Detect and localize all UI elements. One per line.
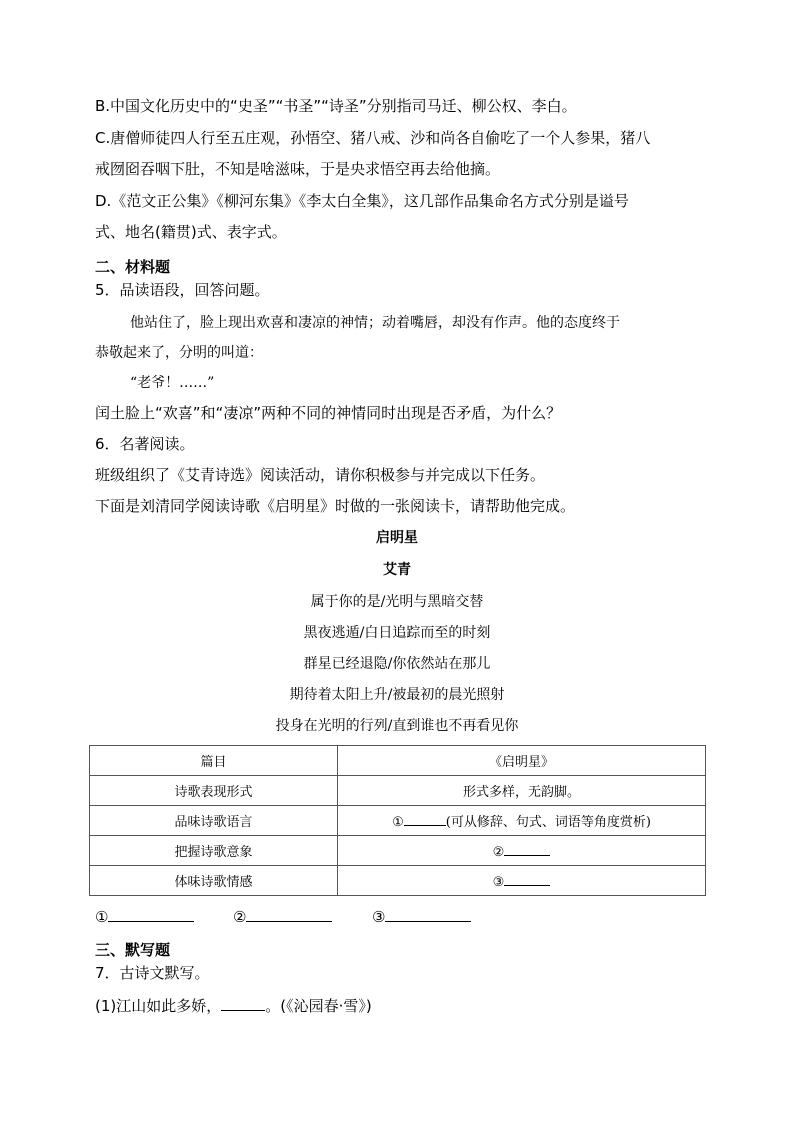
q7-item1-after: 。(《沁园春·雪》): [265, 997, 372, 1015]
poem-line: 黑夜逃遁/白日追踪而至的时刻: [303, 625, 491, 641]
table-row: [90, 866, 706, 896]
section-heading-material: 二、材料题: [95, 258, 171, 276]
blank-hint: (可从修辞、句式、词语等角度赏析): [445, 815, 651, 830]
poem-line: 投身在光明的行列/直到谁也不再看见你: [275, 718, 519, 734]
reading-card-table: [89, 745, 706, 896]
table-cell-value: [338, 806, 706, 836]
answer-blank-1[interactable]: ①: [95, 907, 194, 927]
table-cell-label: 篇目: [90, 746, 338, 776]
poem-line: 群星已经退隐/你依然站在那儿: [303, 656, 491, 672]
option-d-line1: D.《范文正公集》《柳河东集》《李太白全集》，这几部作品集命名方式分别是谥号: [95, 192, 629, 210]
option-c-line2: 戒囫囵吞咽下肚，不知是啥滋味，于是央求悟空再去给他摘。: [95, 160, 501, 178]
table-cell-value: [338, 866, 706, 896]
imagery-answer-blank[interactable]: [504, 841, 550, 856]
q5-passage-line1: 他站住了，脸上现出欢喜和凄凉的神情；动着嘴唇，却没有作声。他的态度终于: [130, 315, 620, 331]
table-cell-label: 诗歌表现形式: [90, 776, 338, 806]
table-row: [90, 806, 706, 836]
option-d-line2: 式、地名(籍贯)式、表字式。: [95, 223, 287, 241]
table-row: [90, 776, 706, 806]
table-row: [90, 746, 706, 776]
q5-question: 闰土脸上“欢喜”和“凄凉”两种不同的神情同时出现是否矛盾，为什么？: [95, 404, 562, 422]
table-row: [90, 836, 706, 866]
answer-blank-3[interactable]: ③: [372, 907, 471, 927]
blank-marker: ①: [392, 815, 404, 830]
q7-item1: [95, 996, 372, 1016]
table-cell-label: 把握诗歌意象: [90, 836, 338, 866]
q6-prompt: 6．名著阅读。: [95, 435, 195, 453]
blank-marker: ③: [492, 875, 505, 890]
answer-blank-2[interactable]: ②: [233, 907, 332, 927]
q6-line1: 班级组织了《艾青诗选》阅读活动，请你积极参与并完成以下任务。: [95, 466, 546, 484]
table-cell-label: 体味诗歌情感: [90, 866, 338, 896]
q5-prompt: 5．品读语段，回答问题。: [95, 281, 270, 299]
blank-marker: ②: [492, 845, 505, 860]
q5-passage-line2: 恭敬起来了，分明的叫道：: [95, 345, 263, 361]
q7-item1-before: (1)江山如此多娇，: [95, 997, 222, 1015]
q7-prompt: 7．古诗文默写。: [95, 964, 210, 982]
section-heading-dictation: 三、默写题: [95, 941, 171, 959]
poem-author: 艾青: [383, 562, 411, 578]
poem-line: 期待着太阳上升/被最初的晨光照射: [289, 687, 505, 703]
emotion-answer-blank[interactable]: [504, 871, 550, 886]
option-b: B.中国文化历史中的“史圣”“书圣”“诗圣”分别指司马迁、柳公权、李白。: [95, 97, 577, 115]
q7-item1-blank[interactable]: [221, 996, 265, 1011]
table-cell-value: [338, 836, 706, 866]
poem-line: 属于你的是/光明与黑暗交替: [310, 594, 484, 610]
option-c-line1: C.唐僧师徒四人行至五庄观，孙悟空、猪八戒、沙和尚各自偷吃了一个人参果，猪八: [95, 129, 651, 147]
poem-title: 启明星: [376, 530, 418, 546]
language-answer-blank[interactable]: [404, 811, 446, 826]
table-cell-value: 《启明星》: [338, 746, 706, 776]
q6-line2: 下面是刘清同学阅读诗歌《启明星》时做的一张阅读卡，请帮助他完成。: [95, 497, 576, 515]
table-cell-label: 品味诗歌语言: [90, 806, 338, 836]
q5-quote: “老爷！……”: [130, 375, 215, 391]
table-cell-value: 形式多样，无韵脚。: [338, 776, 706, 806]
